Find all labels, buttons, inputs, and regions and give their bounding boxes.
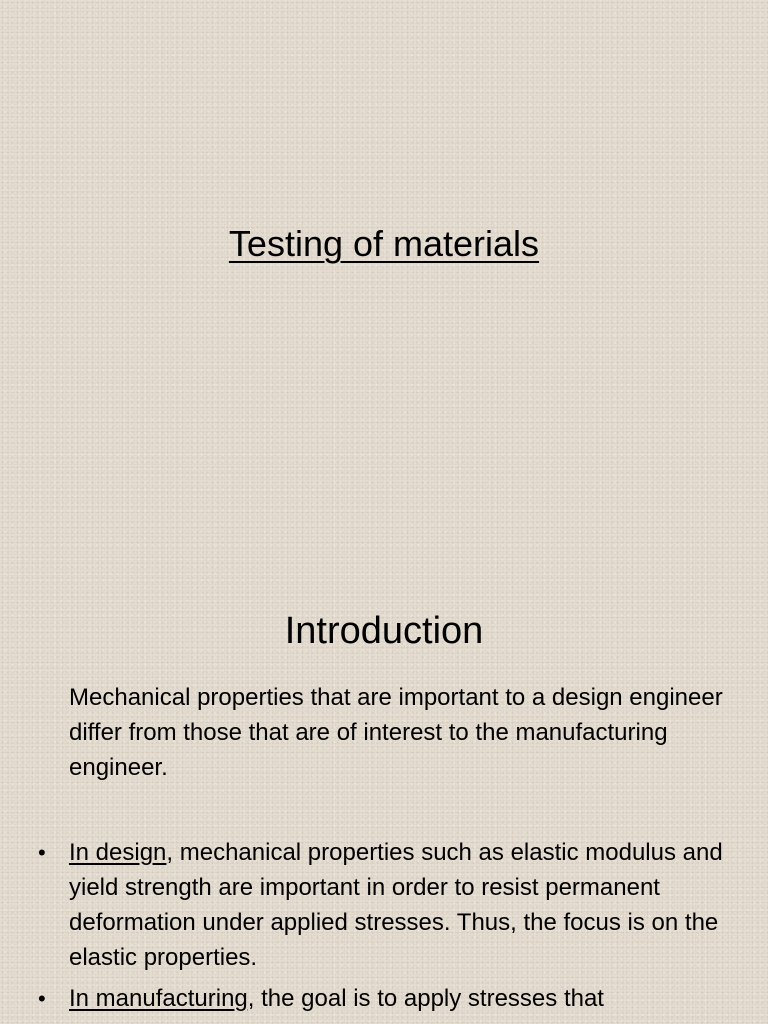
list-item	[0, 835, 768, 975]
slide-title: Testing of materials	[228, 223, 540, 264]
bullet-lead: In design	[69, 839, 167, 866]
introduction-slide	[0, 512, 768, 1024]
intro-paragraph: Mechanical properties that are important to a design engineer differ from those that are of interest to the manufacturing engineer.	[69, 684, 723, 781]
section-heading: Introduction	[284, 610, 484, 652]
bullet-icon: •	[38, 840, 46, 865]
bullet-lead: In manufacturing	[69, 985, 248, 1012]
bullet-text: , the goal is to apply stresses that	[247, 985, 604, 1012]
bullet-list	[0, 835, 768, 1022]
bullet-icon: •	[38, 986, 46, 1011]
bullet-text: , mechanical properties such as elastic modulus and yield strength are important in order to resist permanent deformation under applied stresses. Thus, the focus is on the elastic properties.	[69, 839, 723, 971]
list-item	[0, 981, 768, 1016]
